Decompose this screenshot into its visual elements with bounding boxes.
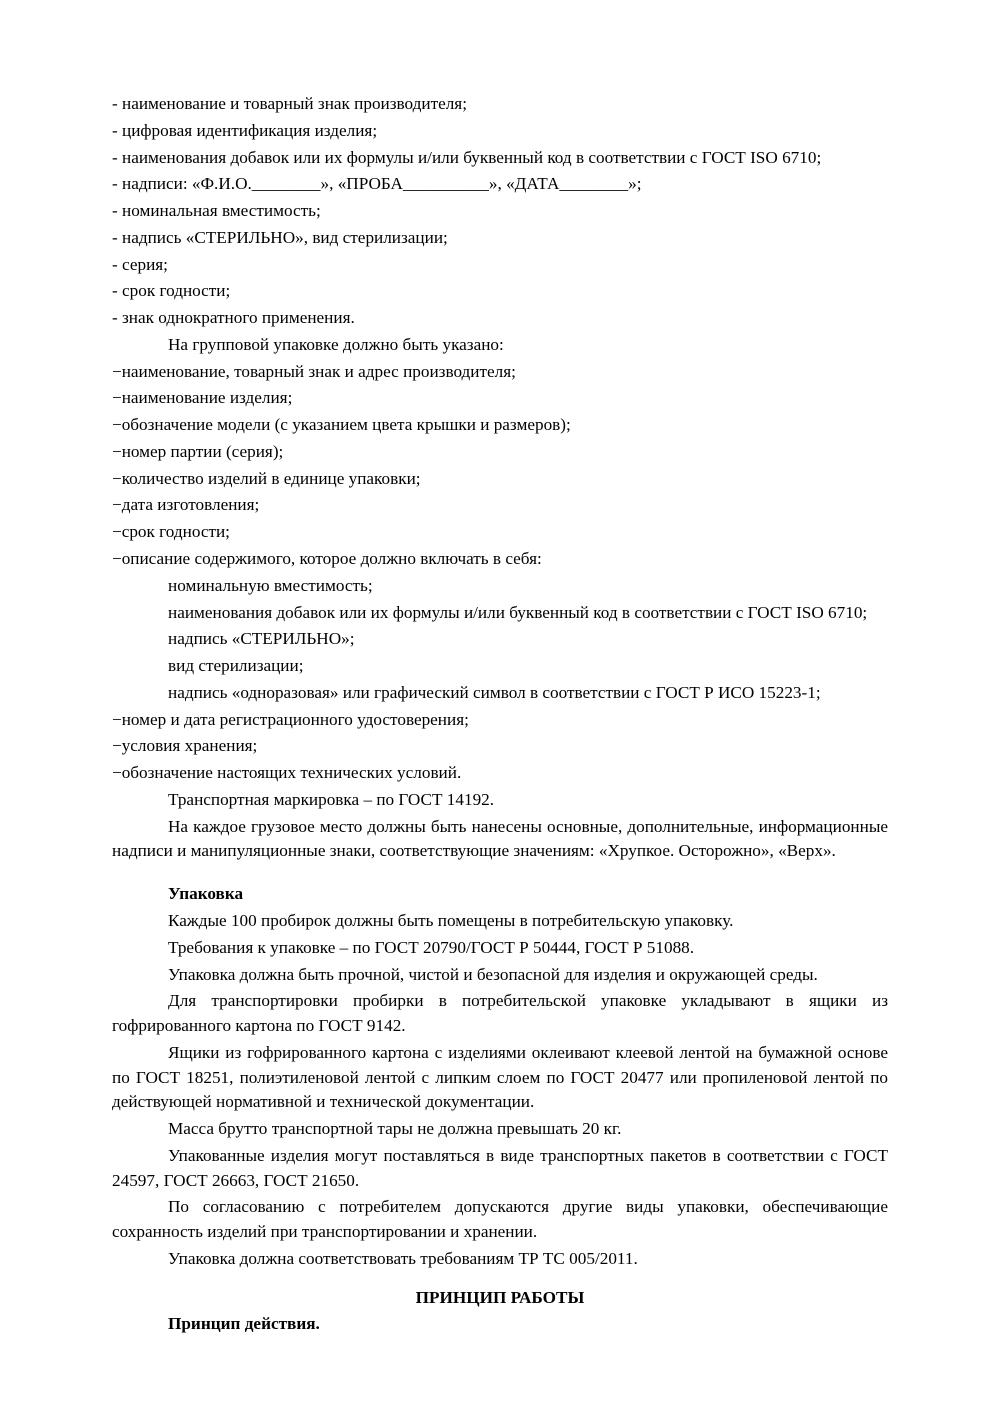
paragraph: Упакованные изделия могут поставляться в виде транспортных пакетов в соответствии с ГОСТ 24597, ГОСТ 26663, ГОСТ 21650.: [112, 1145, 893, 1190]
list-item: −номер и дата регистрационного удостоверения;: [112, 709, 469, 729]
list-item: - серия;: [112, 254, 168, 274]
cargo-paragraph: На каждое грузовое место должны быть нанесены основные, дополнительные, информационные надписи и манипуляционные знаки, соответствующие значениям: «Хрупкое. Осторожно», «Верх».: [112, 816, 893, 861]
list-item: - надписи: «Ф.И.О.________», «ПРОБА__________», «ДАТА________»;: [112, 174, 642, 194]
paragraph: Упаковка должна соответствовать требованиям ТР ТС 005/2011.: [168, 1248, 638, 1268]
paragraph: Ящики из гофрированного картона с изделиями оклеивают клеевой лентой на бумажной основе по ГОСТ 18251, полиэтиленовой лентой с липким слоем по ГОСТ 20477 или пропиленовой лентой по действующей нормативной и технической документации.: [112, 1042, 893, 1112]
heading-principle-of-operation: ПРИНЦИП РАБОТЫ: [415, 1287, 585, 1307]
paragraph: Каждые 100 пробирок должны быть помещены в потребительскую упаковку.: [168, 910, 734, 930]
subheading-principle-of-action: Принцип действия.: [168, 1314, 320, 1334]
list-item: −дата изготовления;: [112, 495, 260, 515]
document-body: [112, 92, 893, 1337]
list-item: - наименование и товарный знак производителя;: [112, 94, 467, 113]
list-item: −номер партии (серия);: [112, 441, 284, 461]
list-item: −срок годности;: [112, 522, 230, 542]
list-item: −количество изделий в единице упаковки;: [112, 468, 421, 488]
group-pack-intro: На групповой упаковке должно быть указано:: [168, 334, 504, 354]
paragraph: Для транспортировки пробирки в потребительской упаковке укладывают в ящики из гофрированного картона по ГОСТ 9142.: [112, 991, 893, 1036]
list-item: - надпись «СТЕРИЛЬНО», вид стерилизации;: [112, 227, 448, 247]
paragraph: Требования к упаковке – по ГОСТ 20790/ГОСТ Р 50444, ГОСТ Р 51088.: [168, 937, 695, 957]
paragraph: Упаковка должна быть прочной, чистой и безопасной для изделия и окружающей среды.: [168, 964, 818, 984]
sub-list-item: номинальную вместимость;: [168, 575, 373, 595]
list-item: - срок годности;: [112, 281, 231, 301]
list-item: −наименование, товарный знак и адрес производителя;: [112, 361, 516, 381]
list-item: −обозначение настоящих технических условий.: [112, 763, 462, 783]
paragraph: По согласованию с потребителем допускаются другие виды упаковки, обеспечивающие сохранность изделий при транспортировании и хранении.: [112, 1197, 893, 1242]
list-item: −условия хранения;: [112, 736, 258, 756]
list-item: −обозначение модели (с указанием цвета крышки и размеров);: [112, 415, 571, 435]
paragraph: Масса брутто транспортной тары не должна превышать 20 кг.: [168, 1119, 622, 1139]
list-item: - знак однократного применения.: [112, 308, 355, 328]
list-item: - наименования добавок или их формулы и/или буквенный код в соответствии с ГОСТ ISO 6710;: [112, 147, 822, 167]
transport-marking-paragraph: Транспортная маркировка – по ГОСТ 14192.: [168, 789, 495, 809]
sub-list-item: вид стерилизации;: [168, 656, 304, 676]
sub-list-item: надпись «СТЕРИЛЬНО»;: [168, 629, 355, 649]
sub-list-item: наименования добавок или их формулы и/или буквенный код в соответствии с ГОСТ ISO 6710;: [168, 602, 868, 622]
list-item: - цифровая идентификация изделия;: [112, 120, 378, 140]
section-title-packaging: Упаковка: [168, 884, 244, 904]
list-item: −описание содержимого, которое должно включать в себя:: [112, 549, 542, 569]
sub-list-item: надпись «одноразовая» или графический символ в соответствии с ГОСТ Р ИСО 15223-1;: [168, 682, 821, 702]
list-item: −наименование изделия;: [112, 388, 293, 408]
list-item: - номинальная вместимость;: [112, 201, 321, 221]
